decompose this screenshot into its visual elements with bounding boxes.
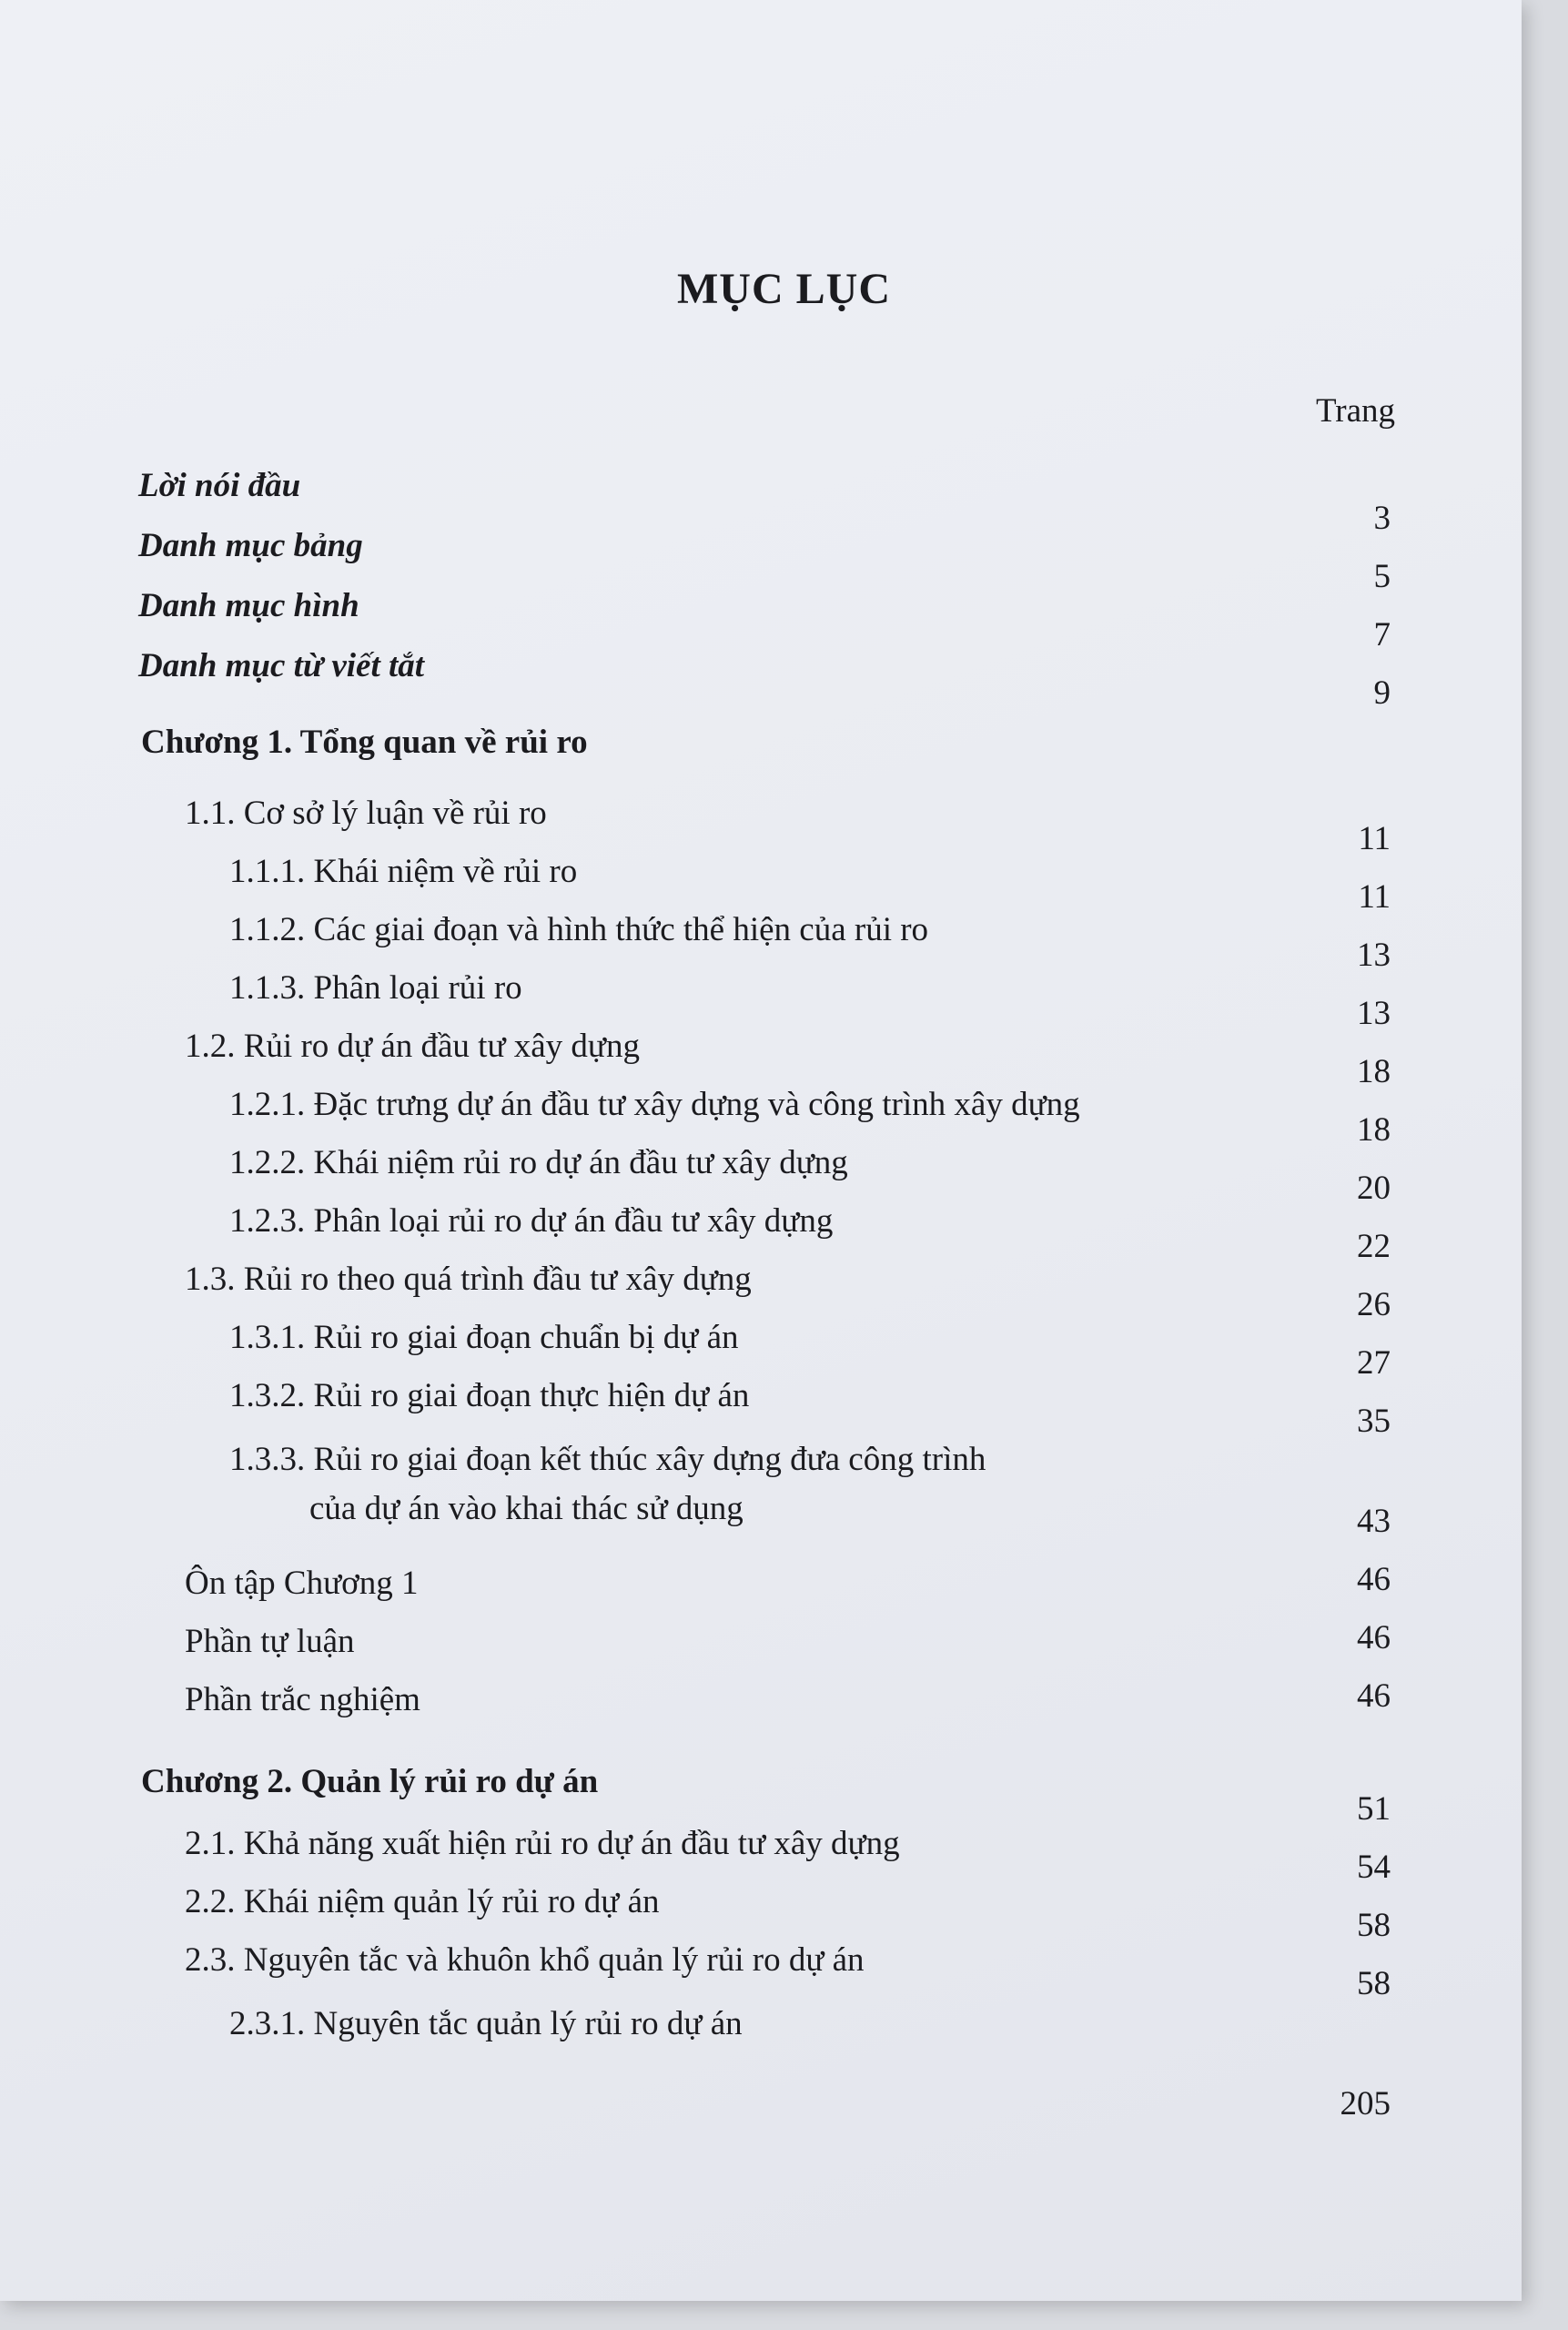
toc-entry: Lời nói đầu: [138, 467, 301, 504]
toc-entry: 2.2. Khái niệm quản lý rủi ro dự án: [185, 1883, 660, 1920]
toc-entry: 1.3.3. Rủi ro giai đoạn kết thúc xây dựng đưa công trình: [229, 1441, 986, 1478]
toc-entry: 1.3.1. Rủi ro giai đoạn chuẩn bị dự án: [229, 1319, 739, 1356]
toc-page-number: 9: [1373, 674, 1391, 712]
toc-entry: 2.3. Nguyên tắc và khuôn khổ quản lý rủi ro dự án: [185, 1941, 865, 1979]
toc-entry: Ôn tập Chương 1: [185, 1565, 419, 1602]
toc-page-number: 3: [1373, 500, 1391, 537]
toc-entry: 1.2.3. Phân loại rủi ro dự án đầu tư xây dựng: [229, 1202, 834, 1240]
toc-page-number: 58: [1357, 1965, 1391, 2002]
toc-entry: 1.1. Cơ sở lý luận về rủi ro: [185, 795, 547, 832]
toc-title: MỤC LỤC: [677, 265, 891, 313]
page-column-label: Trang: [1315, 392, 1395, 430]
toc-chapter-heading: Chương 1. Tổng quan về rủi ro: [141, 724, 588, 761]
toc-page-number: 27: [1357, 1344, 1391, 1382]
toc-entry: 1.2.1. Đặc trưng dự án đầu tư xây dựng và công trình xây dựng: [229, 1086, 1080, 1123]
toc-entry: 1.1.3. Phân loại rủi ro: [229, 969, 522, 1007]
toc-entry: Danh mục từ viết tắt: [138, 647, 425, 684]
toc-page-number: 18: [1357, 1111, 1391, 1149]
toc-entry: 1.1.2. Các giai đoạn và hình thức thể hiện của rủi ro: [229, 911, 929, 948]
toc-page-number: 7: [1373, 616, 1391, 653]
toc-page-number: 46: [1357, 1561, 1391, 1598]
toc-entry: của dự án vào khai thác sử dụng: [309, 1490, 744, 1527]
bleed-through-text: [822, 182, 1532, 2093]
toc-page-number: 35: [1357, 1403, 1391, 1440]
toc-page-number: 13: [1357, 937, 1391, 974]
toc-entry: 1.3.2. Rủi ro giai đoạn thực hiện dự án: [229, 1377, 750, 1414]
toc-page-number: 51: [1357, 1790, 1391, 1828]
toc-page-number: 13: [1357, 995, 1391, 1032]
toc-page-number: 58: [1357, 1907, 1391, 1944]
toc-entry: 1.2. Rủi ro dự án đầu tư xây dựng: [185, 1028, 640, 1065]
toc-entry: 2.3.1. Nguyên tắc quản lý rủi ro dự án: [229, 2005, 743, 2042]
toc-page-number: 46: [1357, 1677, 1391, 1715]
toc-page-number: 46: [1357, 1619, 1391, 1656]
toc-page-number: 43: [1357, 1503, 1391, 1540]
toc-entry: 1.2.2. Khái niệm rủi ro dự án đầu tư xây dựng: [229, 1144, 848, 1181]
toc-page-number: 22: [1357, 1228, 1391, 1265]
toc-page-number: 11: [1358, 878, 1391, 916]
toc-entry: Danh mục hình: [138, 587, 359, 624]
toc-page-number: 11: [1358, 820, 1391, 857]
toc-page-number: 18: [1357, 1053, 1391, 1090]
toc-entry: Danh mục bảng: [138, 527, 363, 564]
toc-page-number: 5: [1373, 558, 1391, 595]
toc-entry: 1.3. Rủi ro theo quá trình đầu tư xây dựng: [185, 1261, 752, 1298]
toc-page-number: 20: [1357, 1170, 1391, 1207]
toc-entry: Phần trắc nghiệm: [185, 1681, 420, 1718]
toc-chapter-heading: Chương 2. Quản lý rủi ro dự án: [141, 1763, 599, 1800]
toc-entry: 2.1. Khả năng xuất hiện rủi ro dự án đầu tư xây dựng: [185, 1825, 900, 1862]
toc-entry: Phần tự luận: [185, 1623, 355, 1660]
page-number: 205: [1340, 2085, 1391, 2122]
toc-entry: 1.1.1. Khái niệm về rủi ro: [229, 853, 578, 890]
toc-page-number: 54: [1357, 1849, 1391, 1886]
toc-page-number: 26: [1357, 1286, 1391, 1323]
